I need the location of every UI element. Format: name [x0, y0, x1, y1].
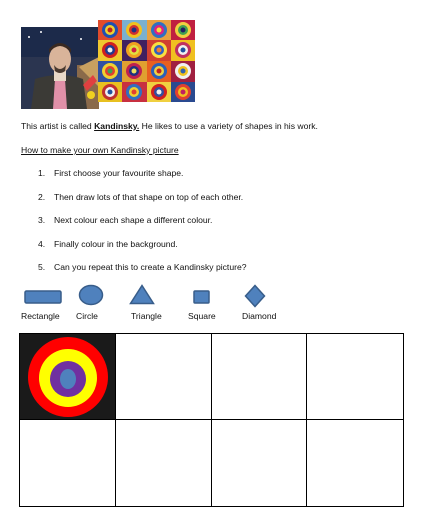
- step-text: Can you repeat this to create a Kandinsky picture?: [54, 262, 247, 273]
- intro-prefix: This artist is called: [21, 121, 95, 131]
- rectangle-label: Rectangle: [21, 311, 60, 321]
- drawing-grid: [19, 333, 404, 507]
- step-number: 5.: [38, 262, 46, 273]
- step-number: 4.: [38, 238, 46, 249]
- rectangle-shape: [24, 290, 62, 304]
- empty-grid-cell[interactable]: [307, 334, 403, 420]
- empty-grid-cell[interactable]: [116, 334, 212, 420]
- step-text: Next colour each shape a different colour.: [54, 215, 213, 226]
- step-number: 1.: [38, 168, 46, 178]
- step-text: Then draw lots of that shape on top of each other.: [54, 191, 244, 202]
- step-item: [38, 262, 247, 286]
- step-number: 3.: [38, 215, 46, 226]
- kandinsky-concentric-circles-image: [98, 20, 195, 102]
- step-item: [38, 192, 247, 216]
- square-label: Square: [188, 311, 216, 321]
- circle-shape: [78, 284, 104, 306]
- concentric-circles-example: [20, 334, 115, 420]
- step-item: [38, 215, 247, 239]
- circle-label: Circle: [76, 311, 98, 321]
- triangle-label: Triangle: [131, 311, 162, 321]
- step-item: [38, 168, 247, 192]
- square-shape: [193, 290, 210, 304]
- step-text: First choose your favourite shape.: [54, 168, 184, 178]
- diamond-label: Diamond: [242, 311, 277, 321]
- intro-suffix: He likes to use a variety of shapes in his work.: [139, 121, 318, 131]
- empty-grid-cell[interactable]: [212, 420, 308, 506]
- artist-portrait-image: [21, 27, 99, 109]
- steps-list: [38, 168, 247, 286]
- how-to-heading: How to make your own Kandinsky picture: [21, 145, 179, 155]
- example-kandinsky-cell: [20, 334, 116, 420]
- intro-text: [21, 121, 318, 131]
- step-number: 2.: [38, 191, 46, 202]
- empty-grid-cell[interactable]: [307, 420, 403, 506]
- artist-name: Kandinsky.: [94, 121, 140, 131]
- empty-grid-cell[interactable]: [116, 420, 212, 506]
- diamond-shape: [244, 284, 266, 308]
- step-text: Finally colour in the background.: [54, 238, 178, 249]
- empty-grid-cell[interactable]: [20, 420, 116, 506]
- triangle-shape: [129, 284, 155, 305]
- step-item: [38, 239, 247, 263]
- empty-grid-cell[interactable]: [212, 334, 308, 420]
